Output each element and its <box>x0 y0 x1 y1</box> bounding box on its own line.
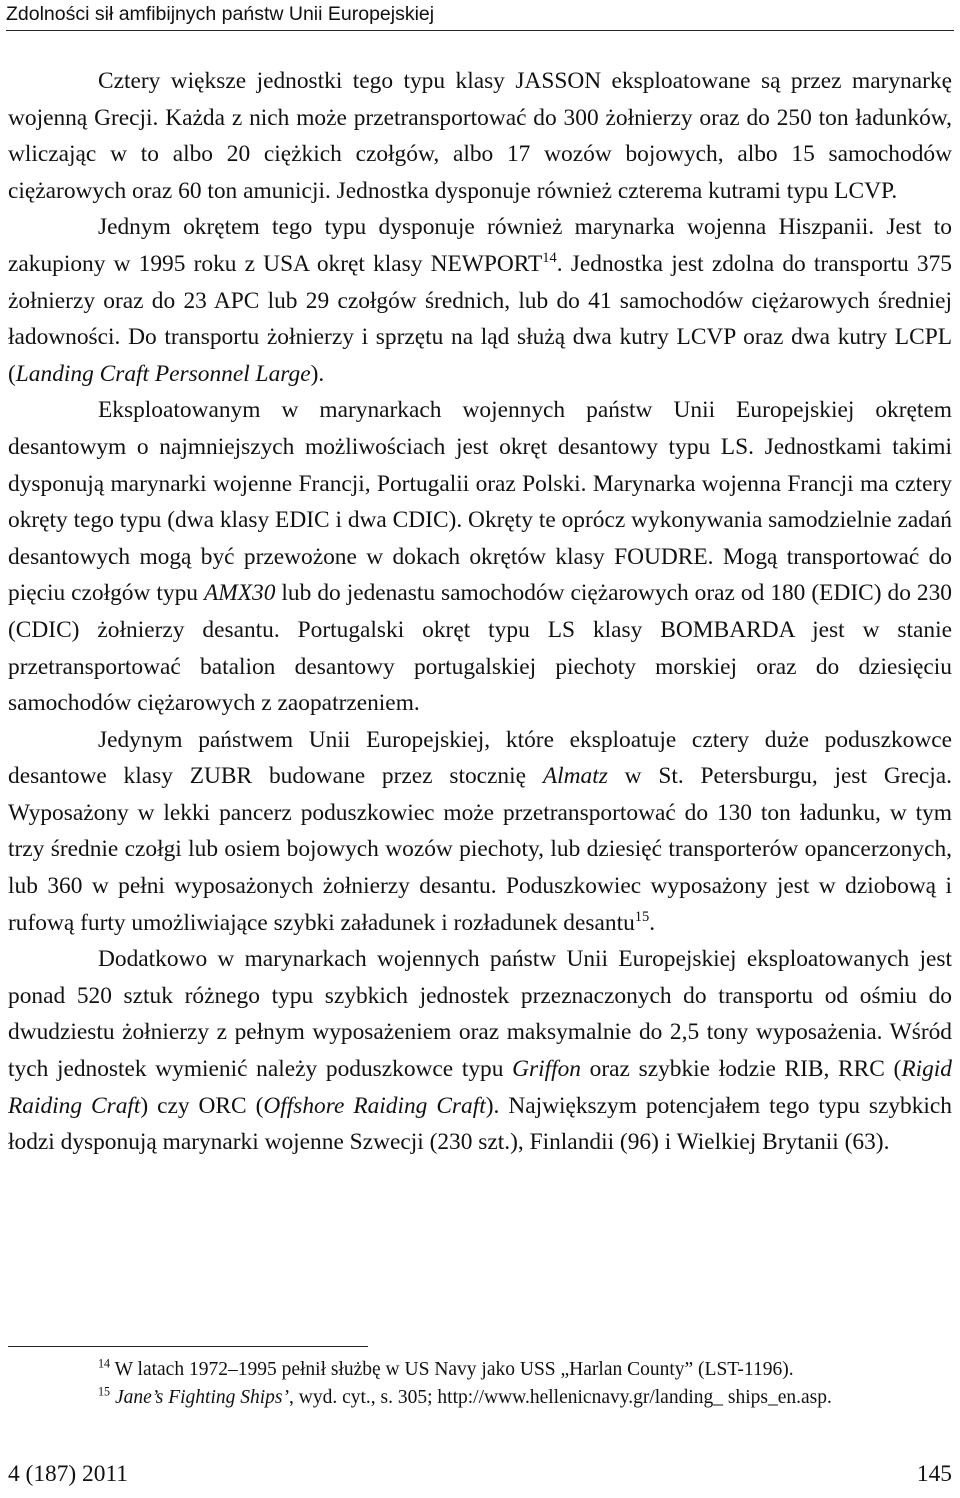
paragraph-3 <box>8 392 952 721</box>
paragraph-4-italic-term: Almatz <box>542 763 608 790</box>
paragraph-4-text-a: Jedynym państwem Unii Europejskiej, które eksploatuje cztery duże poduszkowce desantowe klasy ZUBR budowane przez stocznię <box>8 726 952 790</box>
paragraph-3-italic-term: AMX30 <box>203 580 276 607</box>
footnote-ref-14[interactable]: 14 <box>542 249 557 266</box>
paragraph-2-text-a: Jednym okrętem tego typu dysponuje również marynarka wojenna Hiszpanii. Jest to zakupiony w 1995 roku z USA okręt klasy NEWPORT <box>8 214 952 277</box>
page-number: 145 <box>916 1461 952 1487</box>
paragraph-5 <box>8 941 952 1161</box>
footnote-15 <box>8 1384 952 1412</box>
issue-number: 4 (187) 2011 <box>8 1461 128 1487</box>
footnote-14 <box>8 1356 952 1384</box>
footnote-15-number: 15 <box>98 1384 111 1399</box>
footnote-separator <box>8 1346 368 1347</box>
paragraph-2-text-c: ). <box>310 360 325 387</box>
paragraph-1 <box>8 63 952 209</box>
running-header <box>6 0 954 31</box>
running-title: Zdolności sił amfibijnych państw Unii Europejskiej <box>6 3 435 25</box>
paragraph-3-text-b: lub do jedenastu samochodów ciężarowych oraz od 180 (EDIC) do 230 (CDIC) żołnierzy desantu. Portugalski okręt typu LS klasy BOMBARDA jest w stanie przetransportować batalion desantowy portugalskiej piechoty morskiej oraz do dziesięciu samochodów ciężarowych z zaopatrzeniem. <box>8 580 952 717</box>
paragraph-5-italic-term-a: Griffon <box>512 1056 581 1083</box>
footnote-14-number: 14 <box>98 1356 111 1371</box>
footnote-15-text: , wyd. cyt., s. 305; http://www.hellenicnavy.gr/landing_ ships_en.asp. <box>289 1387 832 1408</box>
paragraph-5-italic-term-c: Offshore Raiding Craft <box>263 1092 486 1119</box>
footnotes <box>8 1356 952 1412</box>
paragraph-4 <box>8 722 952 942</box>
footnote-15-italic-title: Jane’s Fighting Ships’ <box>110 1387 289 1408</box>
paragraph-3-text-a: Eksploatowanym w marynarkach wojennych państw Unii Europejskiej okrętem desantowym o najmniejszych możliwościach jest okręt desantowy typu LS. Jednostkami takimi dysponują marynarki wojenne Francji, Portugalii oraz Polski. Marynarka wojenna Francji ma cztery okręty tego typu (dwa klasy EDIC i dwa CDIC). Okręty te oprócz wykonywania samodzielnie zadań desantowych mogą być przewożone w dokach okrętów klasy FOUDRE. Mogą transportować do pięciu czołgów typu <box>8 397 952 607</box>
paragraph-2 <box>8 209 952 392</box>
paragraph-1-text: Cztery większe jednostki tego typu klasy JASSON eksploatowane są przez marynarkę wojenną Grecji. Każda z nich może przetransportować do 300 żołnierzy oraz do 250 ton ładunków, wliczając w to albo 20 ciężkich czołgów, albo 17 wozów bojowych, albo 15 samochodów ciężarowych oraz 60 ton amunicji. Jednostka dysponuje również czterema kutrami typu LCVP. <box>8 68 952 204</box>
main-text <box>8 63 952 1161</box>
footnote-ref-15[interactable]: 15 <box>634 908 650 925</box>
paragraph-4-text-c: . <box>649 909 656 936</box>
paragraph-5-text-a: Dodatkowo w marynarkach wojennych państw Unii Europejskiej eksploatowanych jest ponad 520 sztuk różnego typu szybkich jednostek przeznaczonych do transportu od ośmiu do dwudziestu żołnierzy z pełnym wyposażeniem oraz maksymalnie do 2,5 tony wyposażenia. Wśród tych jednostek wymienić należy poduszkowce typu <box>8 946 952 1083</box>
paragraph-5-text-c: ) czy ORC ( <box>140 1092 264 1119</box>
paragraph-5-italic-term-b: Rigid Raiding Craft <box>8 1056 952 1119</box>
paragraph-2-text-b: . Jednostka jest zdolna do transportu 375 żołnierzy oraz do 23 APC lub 29 czołgów średnich, lub do 41 samochodów ciężarowych średniej ładowności. Do transportu żołnierzy i sprzętu na ląd służą dwa kutry LCVP oraz dwa kutry LCPL ( <box>8 250 952 387</box>
paragraph-5-text-b: oraz szybkie łodzie RIB, RRC ( <box>581 1056 902 1083</box>
footnote-14-text: W latach 1972–1995 pełnił służbę w US Navy jako USS „Harlan County” (LST-1196). <box>110 1359 794 1380</box>
paragraph-4-text-b: w St. Petersburgu, jest Grecja. Wyposażony w lekki pancerz poduszkowiec może przetransportować do 130 ton ładunku, w tym trzy średnie czołgi lub osiem bojowych wozów piechoty, lub dziesięć transporterów opancerzonych, lub 360 w pełni wyposażonych żołnierzy desantu. Poduszkowiec wyposażony jest w dziobową i rufową furty umożliwiające szybki załadunek i rozładunek desantu <box>8 763 952 936</box>
paragraph-2-italic-term: Landing Craft Personnel Large <box>15 360 311 387</box>
paragraph-5-text-d: ). Największym potencjałem tego typu szybkich łodzi dysponują marynarki wojenne Szwecji (230 szt.), Finlandii (96) i Wielkiej Brytanii (63). <box>8 1092 952 1156</box>
